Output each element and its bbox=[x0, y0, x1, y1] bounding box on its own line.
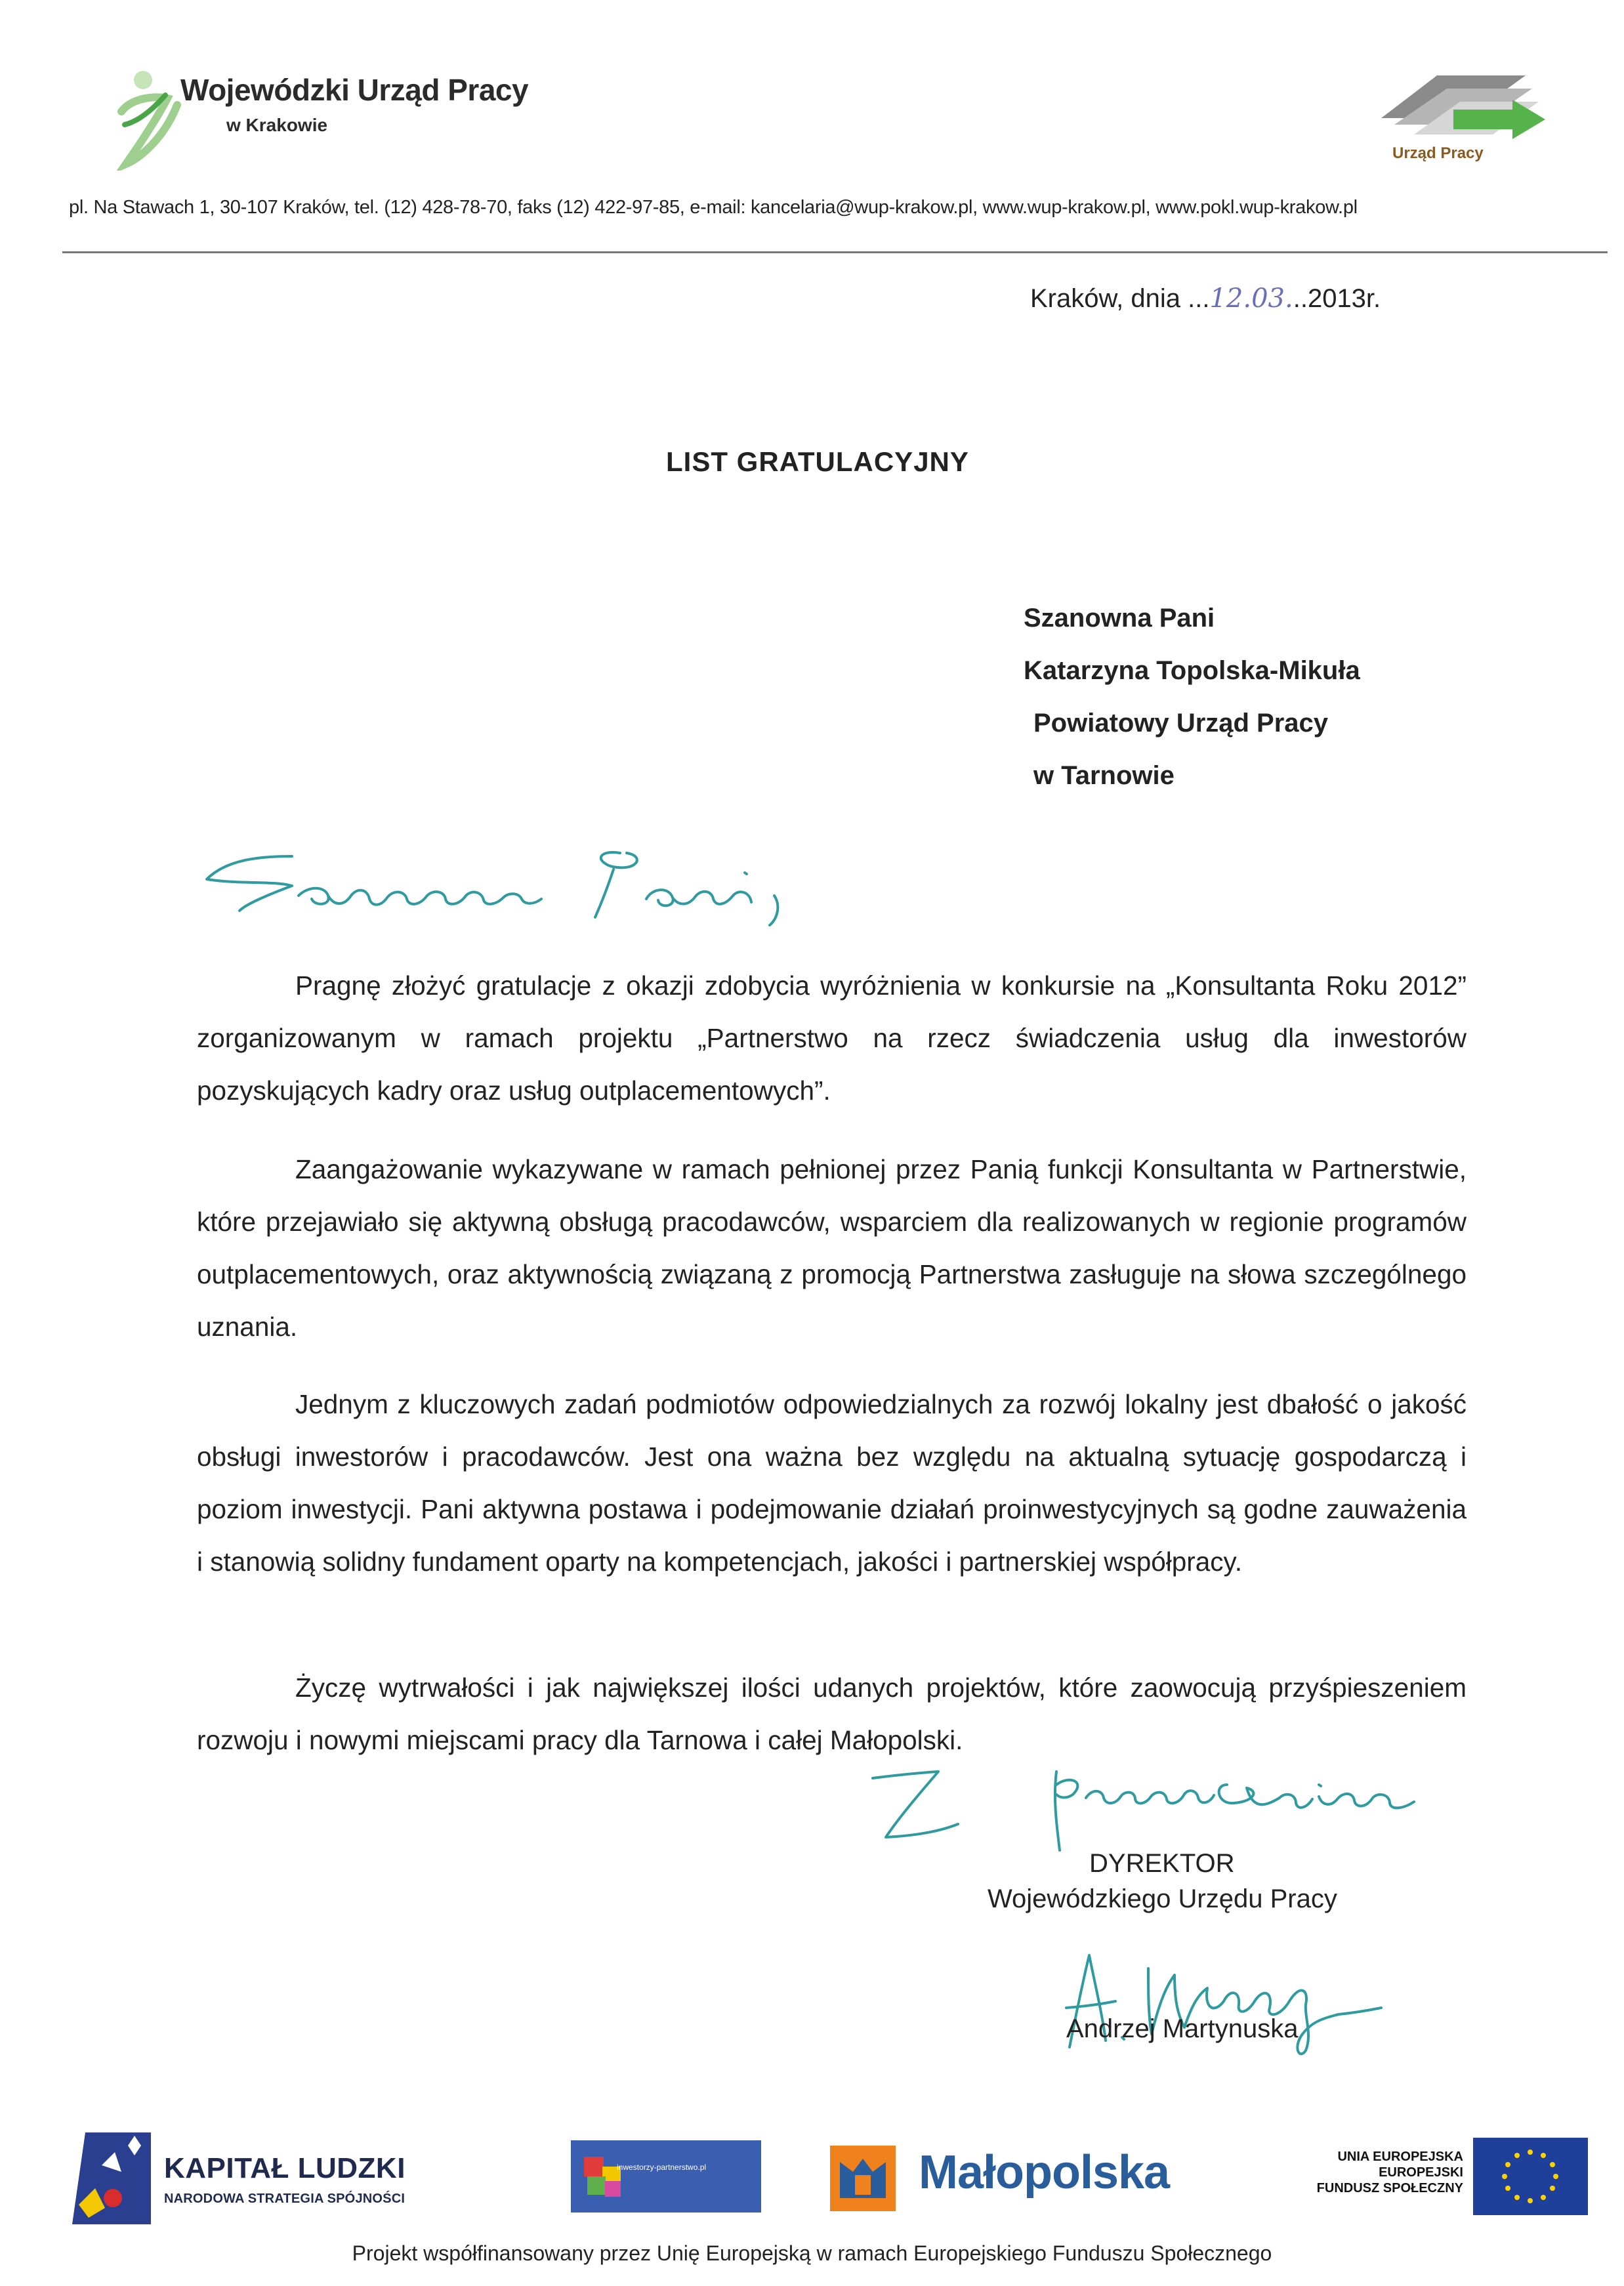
date-handwritten: 12.03. bbox=[1209, 283, 1293, 314]
org-name: Wojewódzki Urząd Pracy bbox=[180, 73, 529, 107]
date-prefix: Kraków, dnia ... bbox=[1030, 284, 1210, 313]
partnership-logo-icon bbox=[571, 2140, 761, 2213]
kapital-ludzki-title: KAPITAŁ LUDZKI bbox=[164, 2152, 406, 2184]
ue-line-2: EUROPEJSKI bbox=[1379, 2165, 1463, 2180]
body-paragraph: Zaangażowanie wykazywane w ramach pełnionej przez Panią funkcji Konsultanta w Partnerstwie, które przejawiało się aktywną obsługą pracodawców, wsparciem dla realizowanych w regionie programów outplacementowych, oraz aktywnością związaną z promocją Partnerstwa zasługuje na słowa szczególnego uznania. bbox=[197, 1154, 1467, 1342]
ue-line-1: UNIA EUROPEJSKA bbox=[1337, 2150, 1463, 2164]
cofinancing-note: Projekt współfinansowany przez Unię Europejską w ramach Europejskiego Funduszu Społecznego bbox=[352, 2241, 1272, 2265]
header-divider bbox=[62, 251, 1608, 253]
date-suffix: ..2013r. bbox=[1293, 284, 1381, 313]
body-paragraph: Jednym z kluczowych zadań podmiotów odpowiedzialnych za rozwój lokalny jest dbałość o jakość obsługi inwestorów i pracodawców. Jest ona ważna bez względu na aktualną sytuację gospodarczą i poziom inwestycji. Pani aktywna postawa i podejmowanie działań proinwestycyjnych są godne zauważenia i stanowią solidny fundament oparty na kompetencjach, jakości i partnerskiej współpracy. bbox=[197, 1389, 1467, 1577]
signer-name: Andrzej Martynuska bbox=[1066, 2014, 1299, 2043]
recipient-office: Powiatowy Urząd Pracy bbox=[1033, 709, 1329, 738]
org-city: w Krakowie bbox=[226, 115, 328, 135]
recipient-name: Katarzyna Topolska-Mikuła bbox=[1024, 656, 1360, 685]
body-paragraph: Życzę wytrwałości i jak największej ilości udanych projektów, które zaowocują przyśpieszeniem rozwoju i nowymi miejscami pracy dla Tarnowa i całej Małopolski. bbox=[197, 1673, 1467, 1755]
malopolska-logo-text: Małopolska bbox=[919, 2146, 1170, 2199]
handwritten-closing bbox=[860, 1758, 1444, 1857]
eu-flag-icon bbox=[1473, 2138, 1588, 2215]
contact-line: pl. Na Stawach 1, 30-107 Kraków, tel. (12) 428-78-70, faks (12) 422-97-85, e-mail: kancelaria@wup-krakow.pl, www.wup-krakow.pl, www.pokl.wup-krakow.pl bbox=[69, 197, 1358, 218]
partnership-logo-text: inwestorzy-partnerstwo.pl bbox=[617, 2163, 707, 2172]
letter-title: LIST GRATULACYJNY bbox=[666, 446, 969, 477]
handwritten-salutation bbox=[200, 833, 889, 938]
signer-organization: Wojewódzkiego Urzędu Pracy bbox=[988, 1884, 1337, 1913]
kapital-ludzki-subtitle: NARODOWA STRATEGIA SPÓJNOŚCI bbox=[164, 2192, 406, 2206]
body-paragraph: Pragnę złożyć gratulacje z okazji zdobycia wyróżnienia w konkursie na „Konsultanta Roku 2012” zorganizowanym w ramach projektu „Partnerstwo na rzecz świadczenia usług dla inwestorów pozyskujących kadry oraz usług outplacementowych”. bbox=[197, 970, 1467, 1106]
recipient-salutation: Szanowna Pani bbox=[1024, 604, 1215, 633]
ue-efs-label bbox=[1286, 2149, 1463, 2196]
urzad-pracy-logo-text: Urząd Pracy bbox=[1392, 144, 1484, 162]
date-line bbox=[1030, 283, 1381, 314]
recipient-city: w Tarnowie bbox=[1033, 761, 1175, 790]
signer-title: DYREKTOR bbox=[1089, 1849, 1235, 1878]
ue-line-3: FUNDUSZ SPOŁECZNY bbox=[1316, 2181, 1463, 2195]
